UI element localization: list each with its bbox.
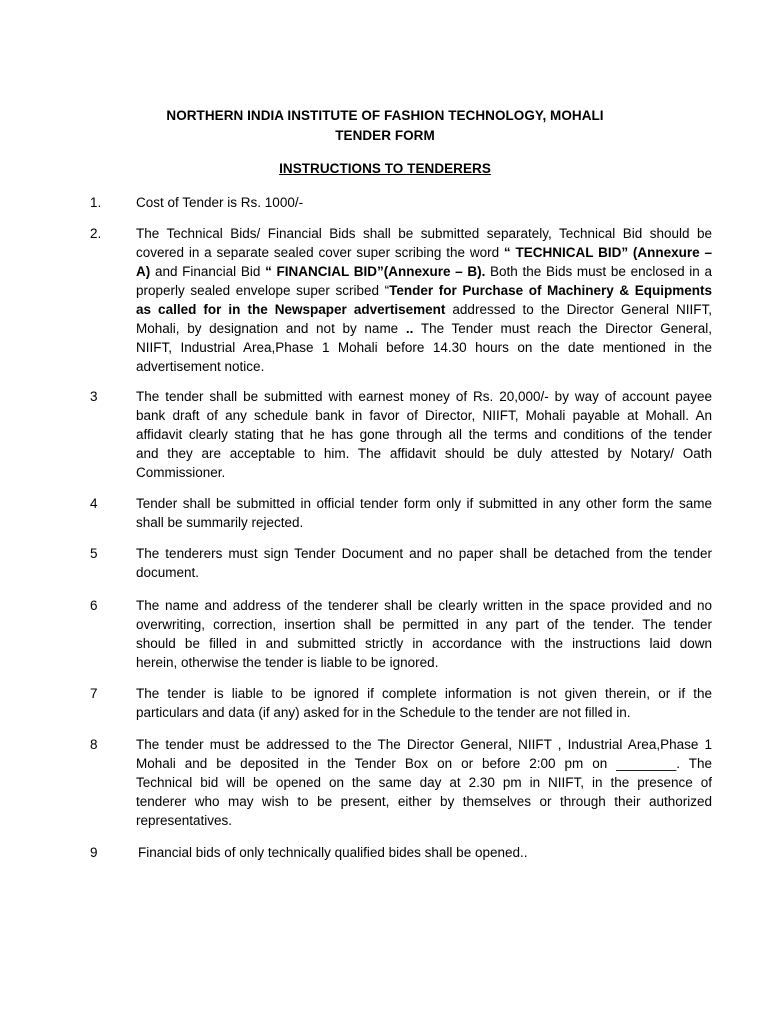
instructions-heading: INSTRUCTIONS TO TENDERERS bbox=[279, 161, 491, 176]
item-number: 2. bbox=[90, 226, 102, 241]
item-text-line: as called for in the Newspaper advertisement addressed to the Director General NIIFT, bbox=[136, 302, 712, 317]
item-text-line: A) and Financial Bid “ FINANCIAL BID”(Annexure – B). Both the Bids must be enclosed in a bbox=[136, 264, 712, 279]
item-text bbox=[138, 843, 714, 862]
item-text bbox=[136, 684, 712, 722]
item-text-line: Commissioner. bbox=[136, 465, 226, 480]
item-number: 5 bbox=[90, 546, 98, 561]
item-number: 4 bbox=[90, 496, 98, 511]
item-text-line: advertisement notice. bbox=[136, 359, 265, 374]
item-number: 7 bbox=[90, 686, 98, 701]
item-text-line: The tender shall be submitted with earnest money of Rs. 20,000/- by way of account payee bbox=[136, 389, 712, 404]
item-text-line: NIIFT, Industrial Area,Phase 1 Mohali before 14.30 hours on the date mentioned in the bbox=[136, 340, 712, 355]
item-text-line: and they are acceptable to him. The affidavit should be duly attested by Notary/ Oath bbox=[136, 446, 712, 461]
item-text-line: overwriting, correction, insertion shall be permitted in any part of the tender. The tender bbox=[136, 617, 712, 632]
item-number: 6 bbox=[90, 598, 98, 613]
item-text-line: The Technical Bids/ Financial Bids shall be submitted separately, Technical Bid should be bbox=[136, 226, 712, 241]
item-text-line: affidavit clearly stating that he has gone through all the terms and conditions of the tender bbox=[136, 427, 712, 442]
institute-heading: NORTHERN INDIA INSTITUTE OF FASHION TECHNOLOGY, MOHALI bbox=[166, 108, 604, 123]
item-text-line: shall be summarily rejected. bbox=[136, 515, 304, 530]
item-text bbox=[136, 494, 712, 532]
item-text-line: herein, otherwise the tender is liable to be ignored. bbox=[136, 655, 439, 670]
item-text-line: Financial bids of only technically qualified bides shall be opened.. bbox=[138, 845, 528, 860]
technical-bid-label: “ TECHNICAL BID” (Annexure – bbox=[503, 245, 712, 260]
item-text-line: covered in a separate sealed cover super scribing the word “ TECHNICAL BID” (Annexure – bbox=[136, 245, 712, 260]
item-text-line: representatives. bbox=[136, 813, 233, 828]
item-number: 9 bbox=[90, 845, 98, 860]
item-text-line: Tender shall be submitted in official tender form only if submitted in any other form the same bbox=[136, 496, 712, 511]
item-text-line: The name and address of the tenderer shall be clearly written in the space provided and no bbox=[136, 598, 712, 613]
item-text-line: Technical bid will be opened on the same day at 2.30 pm in NIIFT, in the presence of bbox=[136, 775, 712, 790]
item-text-line: Cost of Tender is Rs. 1000/- bbox=[136, 195, 304, 210]
item-text-line: document. bbox=[136, 565, 200, 580]
item-number: 8 bbox=[90, 737, 98, 752]
item-number: 1. bbox=[90, 195, 102, 210]
item-text-line: particulars and data (if any) asked for in the Schedule to the tender are not filled in. bbox=[136, 705, 631, 720]
financial-bid-label: “ FINANCIAL BID”(Annexure – B). bbox=[265, 264, 486, 279]
item-text bbox=[136, 224, 712, 376]
item-text-line: The tender must be addressed to the The Director General, NIIFT , Industrial Area,Phase 1 bbox=[136, 737, 712, 752]
item-text-line: The tender is liable to be ignored if complete information is not given therein, or if the bbox=[136, 686, 712, 701]
item-text-line: The tenderers must sign Tender Document and no paper shall be detached from the tender bbox=[136, 546, 712, 561]
tender-form-heading: TENDER FORM bbox=[335, 128, 435, 143]
item-text bbox=[136, 544, 712, 582]
item-text-line: properly sealed envelope super scribed “Tender for Purchase of Machinery & Equipments bbox=[136, 283, 713, 298]
item-number: 3 bbox=[90, 389, 98, 404]
item-text bbox=[136, 193, 712, 212]
item-text-line: should be filled in and submitted strictly in accordance with the instructions laid down bbox=[136, 636, 712, 651]
item-text bbox=[136, 387, 712, 482]
item-text bbox=[136, 596, 712, 672]
item-text-line: Mohali and be deposited in the Tender Box on or before 2:00 pm on ________. The bbox=[136, 756, 712, 771]
item-text-line: Mohali, by designation and not by name .. The Tender must reach the Director General, bbox=[136, 321, 712, 336]
item-text-line: tenderer who may wish to be present, either by themselves or through their authorized bbox=[136, 794, 712, 809]
item-text bbox=[136, 735, 712, 830]
item-text-line: bank draft of any schedule bank in favor of Director, NIIFT, Mohali payable at Mohall. An bbox=[136, 408, 712, 423]
